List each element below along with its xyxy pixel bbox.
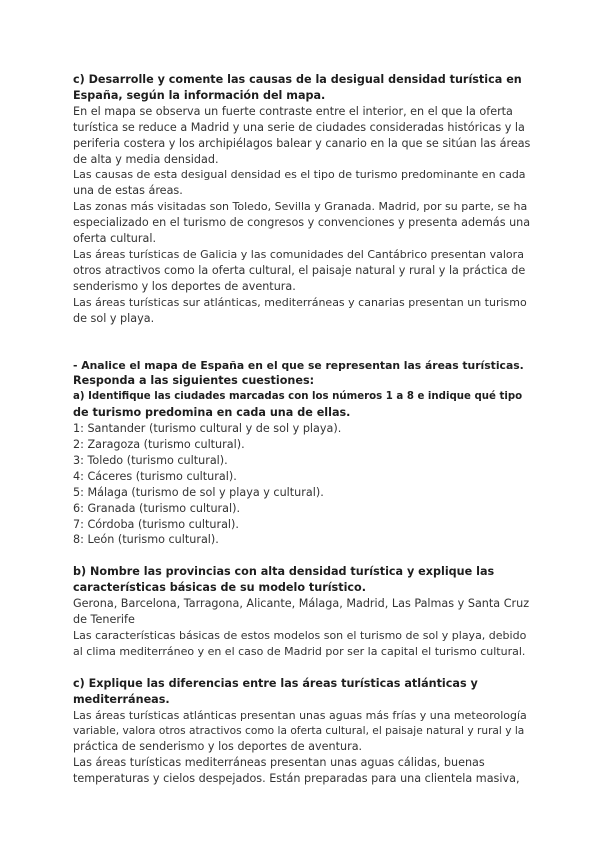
list-item: 8: León (turismo cultural). [73, 533, 219, 547]
list-item: 2: Zaragoza (turismo cultural). [73, 438, 245, 452]
list-item: 5: Málaga (turismo de sol y playa y cultural). [73, 485, 324, 499]
section-heading-line: - Analice el mapa de España en el que se representan las áreas turísticas. [73, 358, 524, 372]
list-item: 6: Granada (turismo cultural). [73, 501, 241, 515]
paragraph-line: Las áreas turísticas de Galicia y las comunidades del Cantábrico presentan valora [73, 247, 524, 261]
list-item: 1: Santander (turismo cultural y de sol y playa). [73, 422, 342, 436]
section-causes [73, 72, 530, 327]
paragraph-line: de sol y playa. [73, 311, 155, 325]
paragraph-line: senderismo y los deportes de aventura. [73, 279, 296, 293]
paragraph-line: al clima mediterráneo y en el caso de Madrid por ser la capital el turismo cultural. [73, 644, 526, 658]
paragraph-line: oferta cultural. [73, 232, 157, 246]
section-heading-line: de turismo predomina en cada una de ellas. [73, 406, 351, 420]
paragraph-line: Las áreas turísticas atlánticas presentan unas aguas más frías y una meteorología [73, 708, 527, 722]
paragraph-line: temperaturas y cielos despejados. Están preparadas para una clientela masiva, [73, 772, 520, 786]
section-differences [73, 676, 530, 787]
paragraph-line: otros atractivos como la oferta cultural, el paisaje natural y rural y la práctica de [73, 263, 526, 277]
paragraph-line: de Tenerife [73, 613, 135, 627]
list-item: 3: Toledo (turismo cultural). [73, 453, 228, 467]
paragraph-line: Las áreas turísticas sur atlánticas, mediterráneas y canarias presentan un turismo [73, 295, 527, 309]
paragraph-line: Gerona, Barcelona, Tarragona, Alicante, Málaga, Madrid, Las Palmas y Santa Cruz [73, 597, 530, 611]
section-heading-line: a) Identifique las ciudades marcadas con los números 1 a 8 e indique qué tipo [73, 391, 523, 403]
paragraph-line: especializado en el turismo de congresos y convenciones y presenta además una [73, 216, 531, 230]
paragraph-line: práctica de senderismo y los deportes de aventura. [73, 740, 363, 754]
section-heading-line: mediterráneas. [73, 692, 170, 706]
paragraph-line: Las zonas más visitadas son Toledo, Sevilla y Granada. Madrid, por su parte, se ha [73, 200, 528, 214]
paragraph-line: de alta y media densidad. [73, 152, 219, 166]
paragraph-line: En el mapa se observa un fuerte contraste entre el interior, en el que la oferta [73, 104, 513, 118]
paragraph-line: Las características básicas de estos modelos son el turismo de sol y playa, debido [73, 629, 527, 642]
section-heading-line: b) Nombre las provincias con alta densidad turística y explique las [73, 565, 495, 579]
section-heading-line: España, según la información del mapa. [73, 88, 326, 102]
paragraph-line: periferia costera y los archipiélagos balear y canario en la que se sitúan las áreas [73, 136, 531, 150]
section-cities [73, 358, 530, 549]
paragraph-line: variable, valora otros atractivos como la oferta cultural, el paisaje natural y rural y la [73, 724, 525, 737]
section-heading-line: Responda a las siguientes cuestiones: [73, 374, 315, 388]
paragraph-line: una de estas áreas. [73, 184, 183, 198]
section-heading-line: c) Desarrolle y comente las causas de la desigual densidad turística en [73, 73, 522, 86]
paragraph-line: Las áreas turísticas mediterráneas presentan unas aguas cálidas, buenas [73, 756, 485, 770]
section-heading-line: c) Explique las diferencias entre las áreas turísticas atlánticas y [73, 676, 478, 690]
paragraph-line: turística se reduce a Madrid y una serie de ciudades consideradas históricas y la [73, 120, 525, 134]
list-item: 7: Córdoba (turismo cultural). [73, 517, 239, 531]
paragraph-line: Las causas de esta desigual densidad es el tipo de turismo predominante en cada [73, 168, 526, 182]
section-heading-line: características básicas de su modelo turístico. [73, 581, 366, 595]
section-provinces [73, 564, 530, 659]
list-item: 4: Cáceres (turismo cultural). [73, 469, 237, 483]
